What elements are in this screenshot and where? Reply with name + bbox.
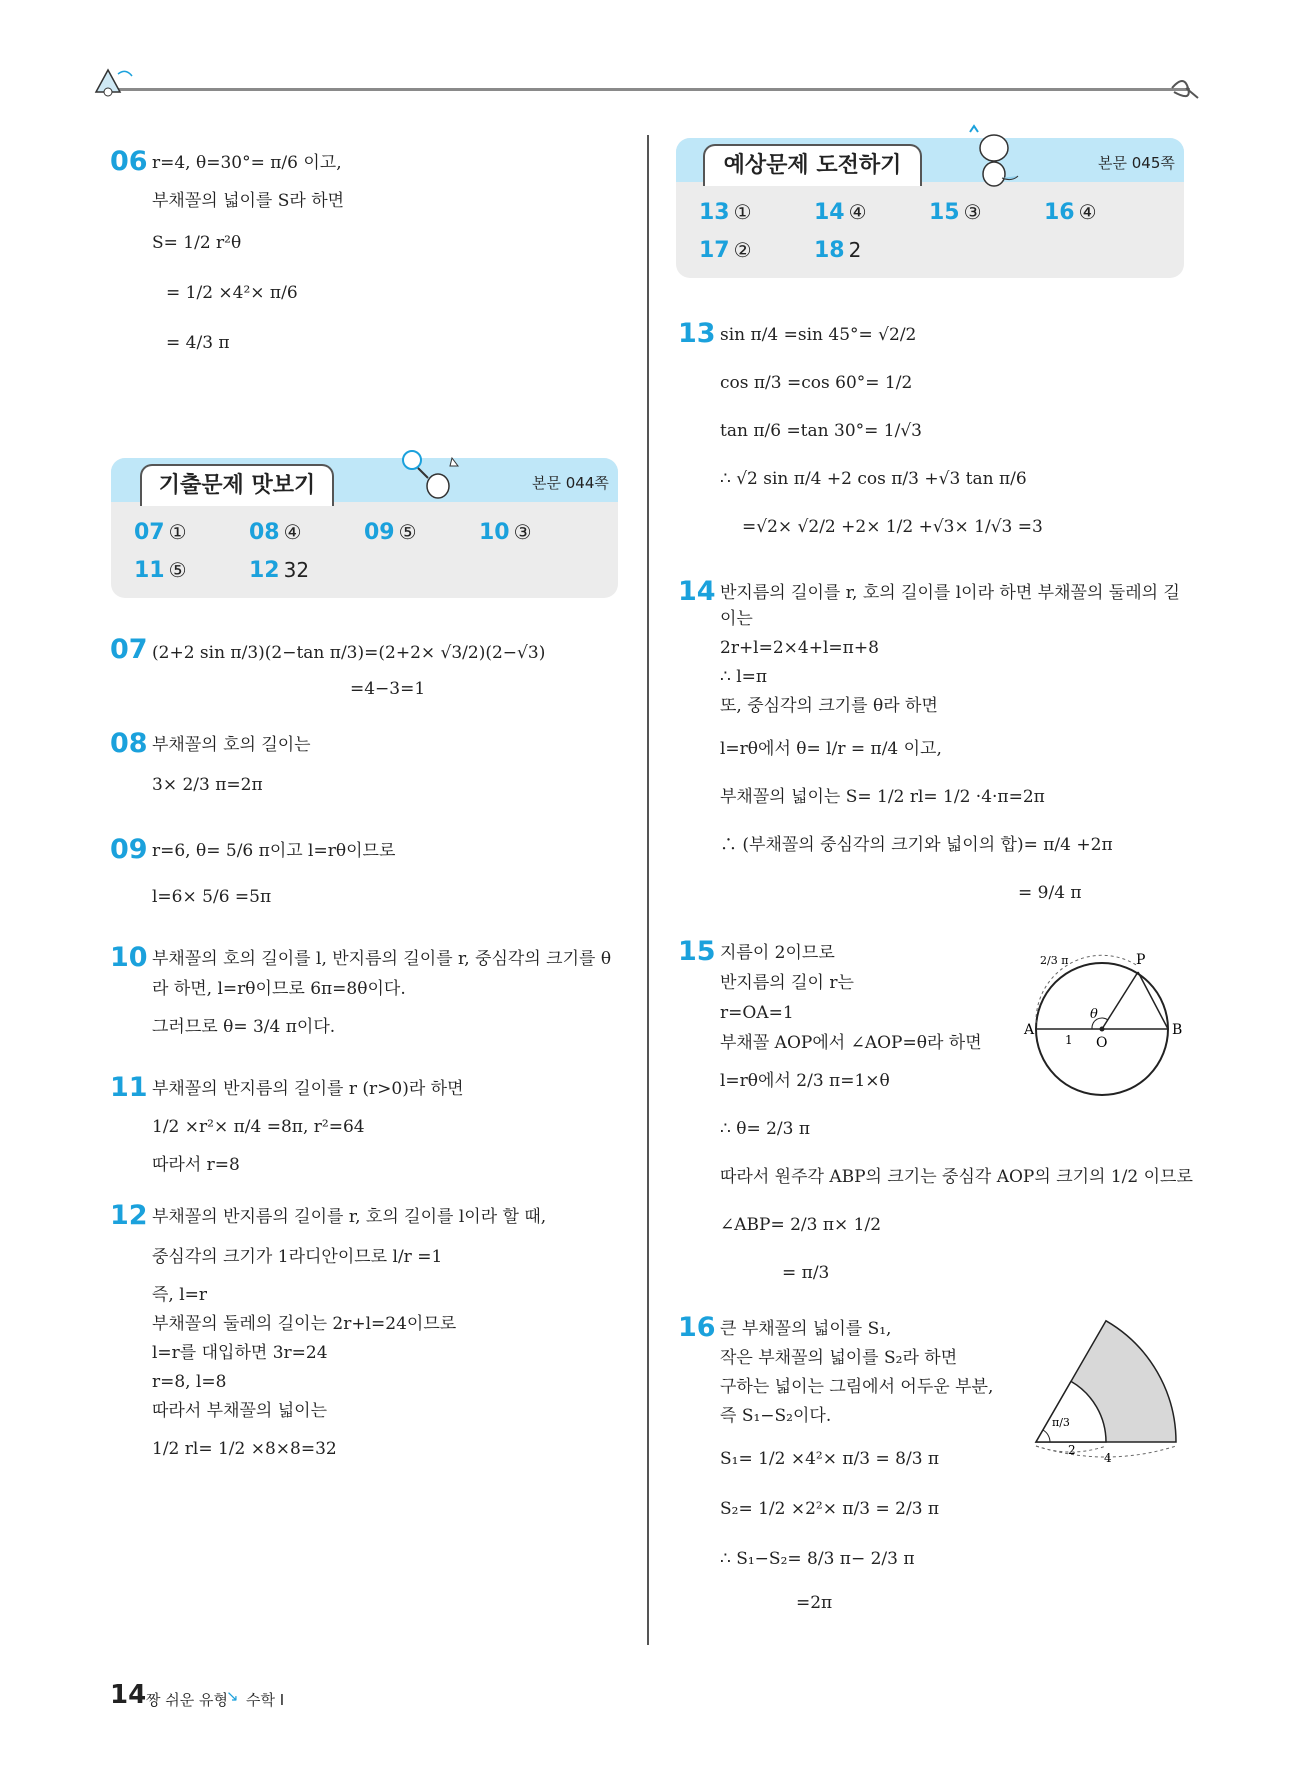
answer-08: 08 ④ — [249, 520, 302, 545]
solution-13-line-1: sin π/4 =sin 45°= √2/2 — [720, 325, 917, 345]
fig16-large-radius: 4 — [1104, 1451, 1112, 1465]
solution-12-line-6: r=8, l=8 — [152, 1372, 227, 1392]
solution-13-line-2: cos π/3 =cos 60°= 1/2 — [720, 373, 913, 393]
solution-14-line-4: ∴ l=π — [720, 667, 768, 687]
solution-number-12: 12 — [110, 1200, 148, 1231]
fig16-small-radius: 2 — [1068, 1443, 1076, 1457]
fig15-label-O: O — [1096, 1035, 1108, 1051]
answer-12: 12 32 — [249, 558, 310, 583]
fig15-label-B: B — [1172, 1022, 1183, 1038]
solution-number-08: 08 — [110, 728, 148, 759]
past-exam-page-ref: 본문 044쪽 — [532, 474, 609, 492]
solution-15-line-2: 반지름의 길이 r는 — [720, 973, 854, 993]
answer-18: 18 2 — [814, 238, 862, 263]
solution-16-line-3: 구하는 넓이는 그림에서 어두운 부분, — [720, 1377, 994, 1397]
solution-06-line-3: S= 1/2 r²θ — [152, 233, 242, 253]
footer-subject: 수학 I — [246, 1691, 285, 1709]
solution-11-line-2: 1/2 ×r²× π/4 =8π, r²=64 — [152, 1117, 365, 1137]
solution-16-line-7: ∴ S₁−S₂= 8/3 π− 2/3 π — [720, 1549, 915, 1569]
solution-16-line-5: S₁= 1/2 ×4²× π/3 = 8/3 π — [720, 1449, 940, 1469]
solution-07-line-1: (2+2 sin π/3)(2−tan π/3)=(2+2× √3/2)(2−√3) — [152, 643, 546, 663]
solution-number-16: 16 — [678, 1312, 716, 1343]
solution-12-line-1: 부채꼴의 반지름의 길이를 r, 호의 길이를 l이라 할 때, — [152, 1207, 547, 1227]
solution-06-line-2: 부채꼴의 넓이를 S라 하면 — [152, 191, 345, 211]
solution-number-13: 13 — [678, 318, 716, 349]
answer-07: 07 ① — [134, 520, 187, 545]
solution-14-line-6: l=rθ에서 θ= l/r = π/4 이고, — [720, 739, 942, 759]
answer-10: 10 ③ — [479, 520, 532, 545]
solution-16-line-6: S₂= 1/2 ×2²× π/3 = 2/3 π — [720, 1499, 940, 1519]
answer-09: 09 ⑤ — [364, 520, 417, 545]
circle-figure-15 — [1010, 940, 1200, 1100]
solution-14-line-3: 2r+l=2×4+l=π+8 — [720, 638, 879, 658]
solution-number-10: 10 — [110, 942, 148, 973]
page-number: 14 — [110, 1680, 147, 1710]
solution-14-line-9: = 9/4 π — [1018, 883, 1082, 903]
solution-08-line-1: 부채꼴의 호의 길이는 — [152, 735, 311, 755]
solution-10-line-3: 그러므로 θ= 3/4 π이다. — [152, 1017, 336, 1037]
solution-10-line-1: 부채꼴의 호의 길이를 l, 반지름의 길이를 r, 중심각의 크기를 θ — [152, 949, 612, 969]
solution-15-line-8: ∠ABP= 2/3 π× 1/2 — [720, 1215, 882, 1235]
solution-06-line-1: r=4, θ=30°= π/6 이고, — [152, 153, 342, 173]
solution-15-line-1: 지름이 2이므로 — [720, 943, 835, 963]
solution-14-line-8: ∴ (부채꼴의 중심각의 크기와 넓이의 합)= π/4 +2π — [720, 835, 1113, 855]
past-exam-box-title: 기출문제 맛보기 — [140, 464, 334, 506]
solution-15-line-9: = π/3 — [782, 1263, 830, 1283]
fig15-label-P: P — [1136, 952, 1146, 968]
sector-figure-16 — [1030, 1312, 1200, 1472]
solution-06-line-4: = 1/2 ×4²× π/6 — [166, 283, 298, 303]
solution-16-line-1: 큰 부채꼴의 넓이를 S₁, — [720, 1319, 892, 1339]
badminton-cat-icon — [398, 448, 468, 506]
solution-15-line-5: l=rθ에서 2/3 π=1×θ — [720, 1071, 890, 1091]
answer-17: 17 ② — [699, 238, 752, 263]
column-separator — [647, 135, 649, 1645]
answer-11: 11 ⑤ — [134, 558, 187, 583]
solution-10-line-2: 라 하면, l=rθ이므로 6π=8θ이다. — [152, 979, 406, 999]
solution-15-line-4: 부채꼴 AOP에서 ∠AOP=θ라 하면 — [720, 1033, 982, 1053]
solution-14-line-1: 반지름의 길이를 r, 호의 길이를 l이라 하면 부채꼴의 둘레의 길 — [720, 583, 1180, 603]
solution-13-line-4: ∴ √2 sin π/4 +2 cos π/3 +√3 tan π/6 — [720, 469, 1027, 489]
solution-12-line-5: l=r를 대입하면 3r=24 — [152, 1343, 328, 1363]
solution-number-07: 07 — [110, 634, 148, 665]
header-rule — [100, 88, 1190, 91]
solution-number-06: 06 — [110, 146, 148, 177]
fig15-label-arc: 2/3 π — [1040, 954, 1069, 967]
solution-12-line-4: 부채꼴의 둘레의 길이는 2r+l=24이므로 — [152, 1314, 457, 1334]
solution-14-line-7: 부채꼴의 넓이는 S= 1/2 rl= 1/2 ·4·π=2π — [720, 787, 1045, 807]
answer-15: 15 ③ — [929, 200, 982, 225]
prediction-page-ref: 본문 045쪽 — [1098, 154, 1175, 172]
fig15-label-A: A — [1024, 1022, 1035, 1038]
solution-number-15: 15 — [678, 936, 716, 967]
fig15-label-theta: θ — [1090, 1007, 1098, 1022]
solution-09-line-2: l=6× 5/6 =5π — [152, 887, 272, 907]
solution-12-line-2: 중심각의 크기가 1라디안이므로 l/r =1 — [152, 1247, 443, 1267]
solution-12-line-3: 즉, l=r — [152, 1285, 208, 1305]
solution-14-line-5: 또, 중심각의 크기를 θ라 하면 — [720, 696, 938, 716]
footer-arrow-icon: ↘ — [226, 1687, 239, 1705]
solution-16-line-2: 작은 부채꼴의 넓이를 S₂라 하면 — [720, 1348, 958, 1368]
answer-13: 13 ① — [699, 200, 752, 225]
solution-number-14: 14 — [678, 576, 716, 607]
cat-bell-icon — [88, 62, 138, 102]
answer-16: 16 ④ — [1044, 200, 1097, 225]
solution-07-line-2: =4−3=1 — [350, 679, 426, 699]
ribbon-icon — [1168, 74, 1202, 104]
solution-15-line-7: 따라서 원주각 ABP의 크기는 중심각 AOP의 크기의 1/2 이므로 — [720, 1167, 1193, 1187]
solution-06-line-5: = 4/3 π — [166, 333, 230, 353]
footer-book-title: 짱 쉬운 유형 — [146, 1691, 228, 1709]
solution-12-line-8: 1/2 rl= 1/2 ×8×8=32 — [152, 1439, 337, 1459]
fig15-label-radius: 1 — [1065, 1033, 1073, 1047]
solution-13-line-5: =√2× √2/2 +2× 1/2 +√3× 1/√3 =3 — [742, 517, 1043, 537]
answer-14: 14 ④ — [814, 200, 867, 225]
solution-14-line-2: 이는 — [720, 609, 753, 629]
solution-16-line-8: =2π — [796, 1593, 833, 1613]
solution-number-11: 11 — [110, 1072, 148, 1103]
solution-11-line-1: 부채꼴의 반지름의 길이를 r (r>0)라 하면 — [152, 1079, 464, 1099]
solution-15-line-3: r=OA=1 — [720, 1003, 794, 1023]
fig16-angle-label: π/3 — [1052, 1416, 1070, 1429]
solution-08-line-2: 3× 2/3 π=2π — [152, 775, 263, 795]
solution-13-line-3: tan π/6 =tan 30°= 1/√3 — [720, 421, 922, 441]
solution-09-line-1: r=6, θ= 5/6 π이고 l=rθ이므로 — [152, 841, 396, 861]
solution-number-09: 09 — [110, 834, 148, 865]
solution-16-line-4: 즉 S₁−S₂이다. — [720, 1406, 832, 1426]
prediction-box-title: 예상문제 도전하기 — [703, 144, 922, 186]
solution-11-line-3: 따라서 r=8 — [152, 1155, 240, 1175]
solution-12-line-7: 따라서 부채꼴의 넓이는 — [152, 1401, 328, 1421]
cheering-cat-icon — [962, 122, 1026, 190]
solution-15-line-6: ∴ θ= 2/3 π — [720, 1119, 811, 1139]
